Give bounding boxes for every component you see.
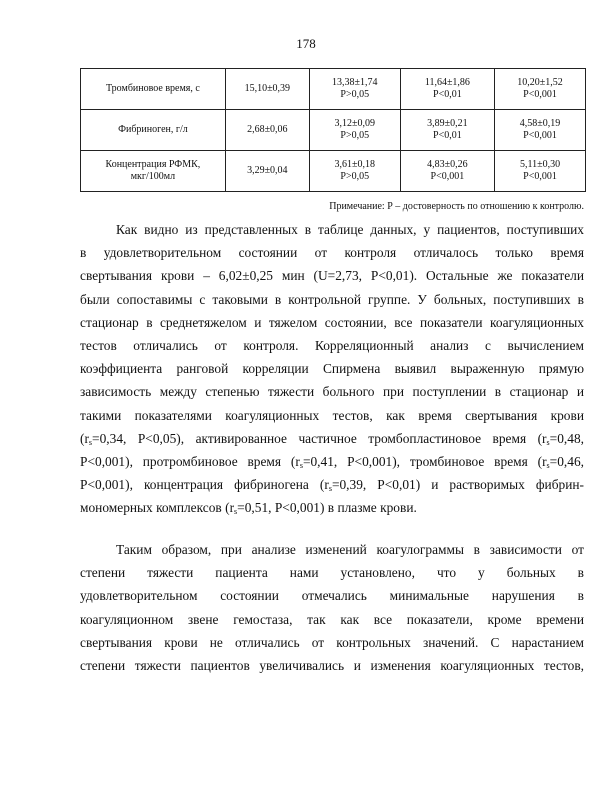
coagulation-table [80,68,586,192]
page-number: 178 [296,36,316,51]
text-line: стационар в среднетяжелом и тяжелом состоянии, все показатели коагуляционных [80,314,584,330]
text-line: такими показателями коагуляционных тестов, как время свертывания крови [80,407,584,423]
subscript: s [299,461,303,471]
paragraph-2 [80,538,584,677]
group-p: P<0,001 [523,89,557,100]
text-line: Как видно из представленных в таблице данных, у пациентов, поступивших [116,222,584,237]
text-line: Таким образом, при анализе изменений коагулограммы в зависимости от [116,542,584,557]
group-cell [309,69,400,110]
text-line: свертывания крови не отличались от контрольных значений. С нарастанием [80,634,584,650]
subscript: s [546,461,550,471]
text-line: свертывания крови – 6,02±0,25 мин (U=2,73, P<0,01). Остальные же показатели [80,268,584,284]
table-row [81,110,586,151]
group-cell [400,69,494,110]
text-fragment: =0,48, [549,430,584,446]
row-name: Тромбиновое время, с [81,69,226,110]
text-line: были сопоставимы с таковыми в контрольной группе. У больных, поступивших в [80,291,584,307]
text-fragment: =0,41, P<0,001), тромбиновое время (r [302,454,547,470]
group-value: 3,12±0,09 [334,117,376,129]
text-line: в удовлетворительном состоянии от контроля отличалось только время [80,245,584,261]
group-p: P<0,01 [433,130,462,141]
subscript: s [546,437,550,447]
row-name [81,151,226,192]
subscript: s [234,507,238,517]
text-line [80,450,584,473]
group-p: P>0,05 [340,130,370,141]
group-cell [309,110,400,151]
group-cell [495,110,586,151]
group-p: P<0,001 [523,130,557,141]
group-p: P<0,001 [523,171,557,182]
table-row [81,151,586,192]
subscript: s [328,484,332,494]
group-cell [495,151,586,192]
group-cell [495,69,586,110]
text-fragment: (r [80,430,89,446]
group-value: 10,20±1,52 [517,76,563,88]
control-value: 15,10±0,39 [225,69,309,110]
group-p: P>0,05 [340,171,370,182]
row-name-line: мкг/100мл [130,171,176,182]
control-value: 3,29±0,04 [225,151,309,192]
group-p: P<0,01 [433,89,462,100]
group-p: P<0,001 [430,171,465,182]
table-row [81,69,586,110]
control-value: 2,68±0,06 [225,110,309,151]
text-line: зависимость между степенью тяжести больного при поступлении в стационар и [80,384,584,400]
group-value: 3,61±0,18 [334,158,376,170]
group-cell [400,151,494,192]
text-fragment: =0,46, [549,454,584,470]
group-value: 4,58±0,19 [519,117,561,129]
group-value: 11,64±1,86 [424,76,470,88]
text-line: удовлетворительном состоянии отмечались минимальные нарушения в [80,588,584,604]
text-line [80,496,584,519]
group-value: 5,11±0,30 [519,158,561,170]
text-line: коагуляционном звене гемостаза, так как все показатели, кроме времени [80,611,584,627]
text-line: степени тяжести пациента нами установлено, что у больных в [80,565,584,581]
text-line [80,473,584,496]
text-fragment: =0,34, P<0,05), активированное частичное тромбопластиновое время (r [92,430,547,446]
row-name: Фибриноген, г/л [81,110,226,151]
text-line: коэффициента ранговой корреляции Спирмена выявил выраженную прямую [80,361,584,377]
group-p: P>0,05 [340,89,370,100]
subscript: s [88,437,93,447]
text-fragment: =0,39, P<0,01) и растворимых фибрин- [331,477,584,493]
group-cell [309,151,400,192]
group-value: 4,83±0,26 [427,158,468,170]
text-line [80,427,584,450]
group-value: 3,89±0,21 [427,117,468,129]
group-value: 13,38±1,74 [332,76,378,88]
text-line: степени тяжести пациентов увеличивались и изменения коагуляционных тестов, [80,658,584,674]
row-name-line: Концентрация РФМК, [105,158,201,170]
group-cell [400,110,494,151]
text-fragment: =0,51, P<0,001) в плазме крови. [237,500,417,516]
text-line: тестов отличались от контроля. Корреляционный анализ с вычислением [80,338,584,354]
text-fragment: P<0,001), протромбиновое время (r [80,454,300,470]
text-fragment: мономерных комплексов (r [80,500,235,516]
table-note: Примечание: Р – достоверность по отношению к контролю. [329,201,584,212]
text-fragment: P<0,001), концентрация фибриногена (r [80,477,329,493]
paragraph-1 [80,218,584,520]
